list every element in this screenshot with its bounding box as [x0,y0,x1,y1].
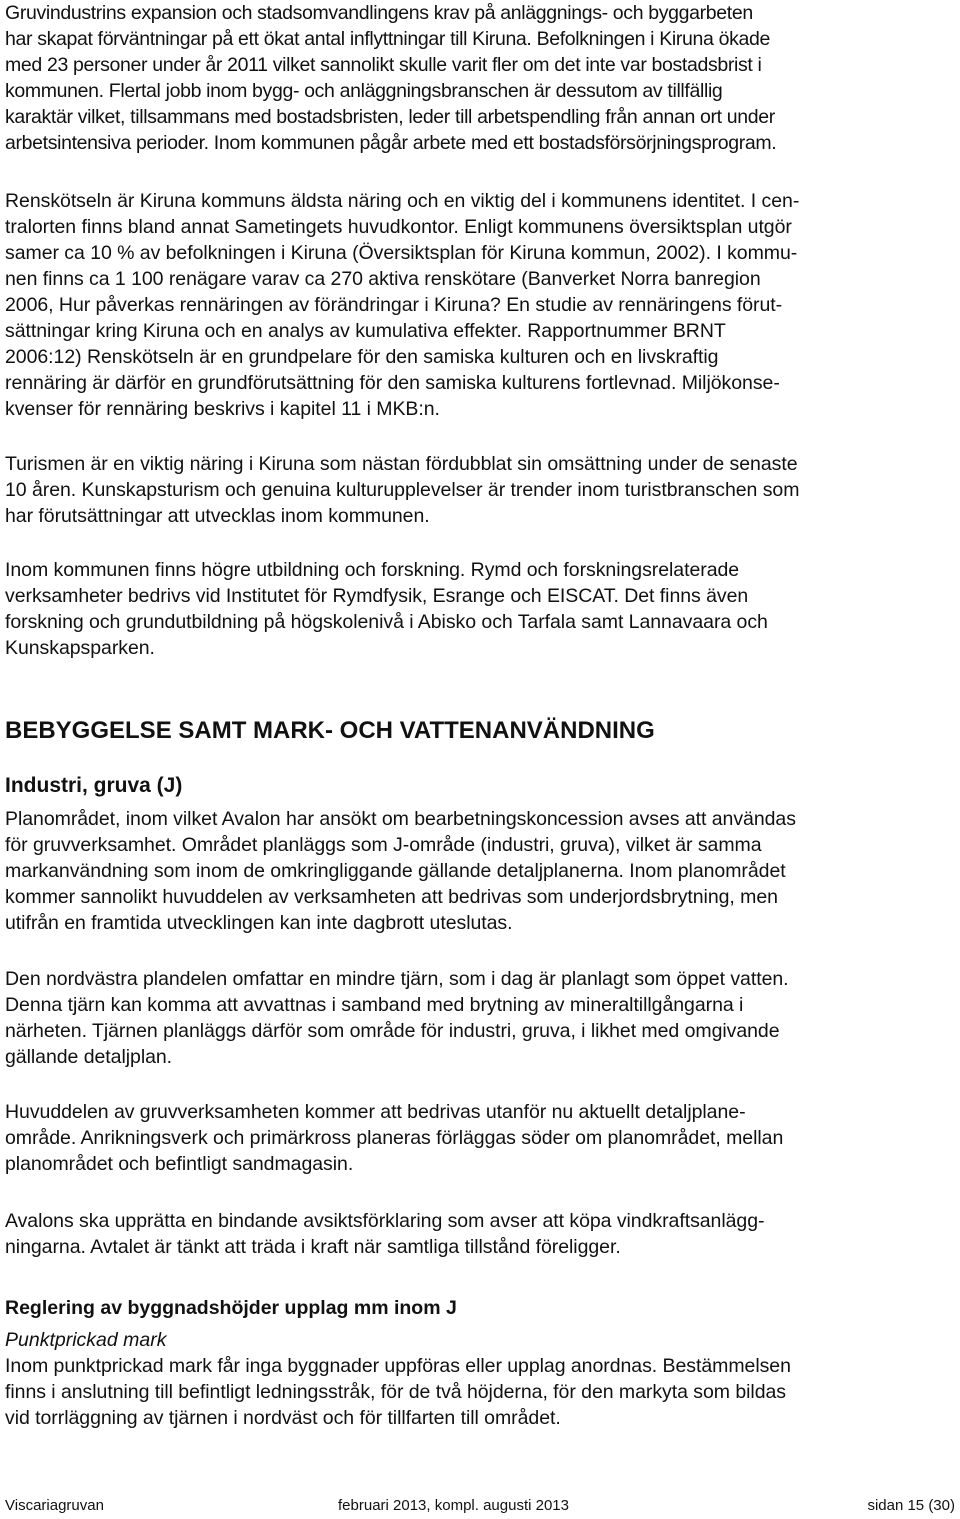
text-line: område. Anrikningsverk och primärkross planeras förläggas söder om planområdet, mellan [5,1127,784,1149]
footer-project-name: Viscariagruvan [5,1497,104,1514]
text-line: gällande detaljplan. [5,1046,173,1068]
text-line: vid torrläggning av tjärnen i nordväst och för tillfarten till området. [5,1407,561,1429]
text-line: Kunskapsparken. [5,637,155,659]
subsection-heading: Industri, gruva (J) [5,774,183,797]
text-line: Inom kommunen finns högre utbildning och forskning. Rymd och forskningsrelaterade [5,559,740,581]
text-line: 2006:12) Renskötseln är en grundpelare för den samiska kulturen och en livskraftig [5,346,719,368]
text-line: ningarna. Avtalet är tänkt att träda i kraft när samtliga tillstånd föreligger. [5,1236,621,1258]
text-line: 10 åren. Kunskapsturism och genuina kulturupplevelser är trender inom turistbranschen som [5,479,800,501]
text-line: Huvuddelen av gruvverksamheten kommer att bedrivas utanför nu aktuellt detaljplane- [5,1101,746,1123]
text-line: Den nordvästra plandelen omfattar en mindre tjärn, som i dag är planlagt som öppet vatten. [5,968,789,990]
text-line: Avalons ska upprätta en bindande avsiktsförklaring som avser att köpa vindkraftsanlägg- [5,1210,765,1232]
text-line: 2006, Hur påverkas rennäringen av förändringar i Kiruna? En studie av rennäringens förut- [5,294,783,316]
text-line: för gruvverksamhet. Området planläggs som J-område (industri, gruva), vilket är samma [5,834,762,856]
text-line: rennäring är därför en grundförutsättning för den samiska kulturens fortlevnad. Miljökonse- [5,372,780,394]
text-line: Gruvindustrins expansion och stadsomvandlingens krav på anläggnings- och byggarbeten [5,2,753,24]
text-line: forskning och grundutbildning på högskolenivå i Abisko och Tarfala samt Lannavaara och [5,611,768,633]
text-line: kvenser för rennäring beskrivs i kapitel 11 i MKB:n. [5,398,440,420]
text-line: nen finns ca 1 100 renägare varav ca 270 aktiva renskötare (Banverket Norra banregion [5,268,761,290]
text-line: sättningar kring Kiruna och en analys av kumulativa effekter. Rapportnummer BRNT [5,320,726,342]
text-line: har skapat förväntningar på ett ökat antal inflyttningar till Kiruna. Befolkningen i Kiruna ökade [5,28,770,50]
text-line: finns i anslutning till befintligt ledningsstråk, för de två höjderna, för den markyta som bildas [5,1381,786,1403]
paragraph-wind-power [5,1208,957,1260]
text-line: närheten. Tjärnen planläggs därför som område för industri, gruva, i likhet med omgivande [5,1020,780,1042]
paragraph-reindeer-herding [5,188,957,422]
text-line: utifrån en framtida utvecklingen kan inte dagbrott uteslutas. [5,912,513,934]
text-line: har förutsättningar att utvecklas inom kommunen. [5,505,430,527]
paragraph-pond [5,966,957,1070]
paragraph-mining-operations [5,1099,957,1177]
section-heading: BEBYGGELSE SAMT MARK- OCH VATTENANVÄNDNING [5,717,655,744]
text-line: planområdet och befintligt sandmagasin. [5,1153,354,1175]
text-line: samer ca 10 % av befolkningen i Kiruna (Översiktsplan för Kiruna kommun, 2002). I kommu- [5,242,798,264]
text-line: Inom punktprickad mark får inga byggnader uppföras eller upplag anordnas. Bestämmelsen [5,1355,791,1377]
text-line: arbetsintensiva perioder. Inom kommunen pågår arbete med ett bostadsförsörjningsprogram. [5,132,777,154]
text-line: Renskötseln är Kiruna kommuns äldsta näring och en viktig del i kommunens identitet. I cen- [5,190,800,212]
text-line: Denna tjärn kan komma att avvattnas i samband med brytning av mineraltillgångarna i [5,994,744,1016]
text-line: kommer sannolikt huvuddelen av verksamheten att bedrivas som underjordsbrytning, men [5,886,778,908]
paragraph-planning-area [5,806,957,936]
page-footer [5,1496,955,1516]
paragraph-research [5,557,957,661]
regulation-subheading: Punktprickad mark [5,1329,167,1351]
text-line: tralorten finns bland annat Sametingets huvudkontor. Enligt kommunens översiktsplan utgör [5,216,792,238]
paragraph-dotted-land [5,1353,957,1431]
text-line: Turismen är en viktig näring i Kiruna som nästan fördubblat sin omsättning under de senaste [5,453,798,475]
text-line: Planområdet, inom vilket Avalon har ansökt om bearbetningskoncession avses att användas [5,808,796,830]
paragraph-tourism [5,451,957,529]
paragraph-population [5,0,957,156]
footer-page-number: sidan 15 (30) [867,1497,955,1514]
text-line: markanvändning som inom de omkringliggande gällande detaljplanerna. Inom planområdet [5,860,786,882]
text-line: karaktär vilket, tillsammans med bostadsbristen, leder till arbetspendling från annan ort under [5,106,775,128]
text-line: med 23 personer under år 2011 vilket sannolikt skulle varit fler om det inte var bostadsbrist i [5,54,762,76]
text-line: verksamheter bedrivs vid Institutet för Rymdfysik, Esrange och EISCAT. Det finns även [5,585,749,607]
regulation-heading: Reglering av byggnadshöjder upplag mm inom J [5,1297,457,1319]
footer-date: februari 2013, kompl. augusti 2013 [338,1497,569,1514]
text-line: kommunen. Flertal jobb inom bygg- och anläggningsbranschen är dessutom av tillfällig [5,80,723,102]
